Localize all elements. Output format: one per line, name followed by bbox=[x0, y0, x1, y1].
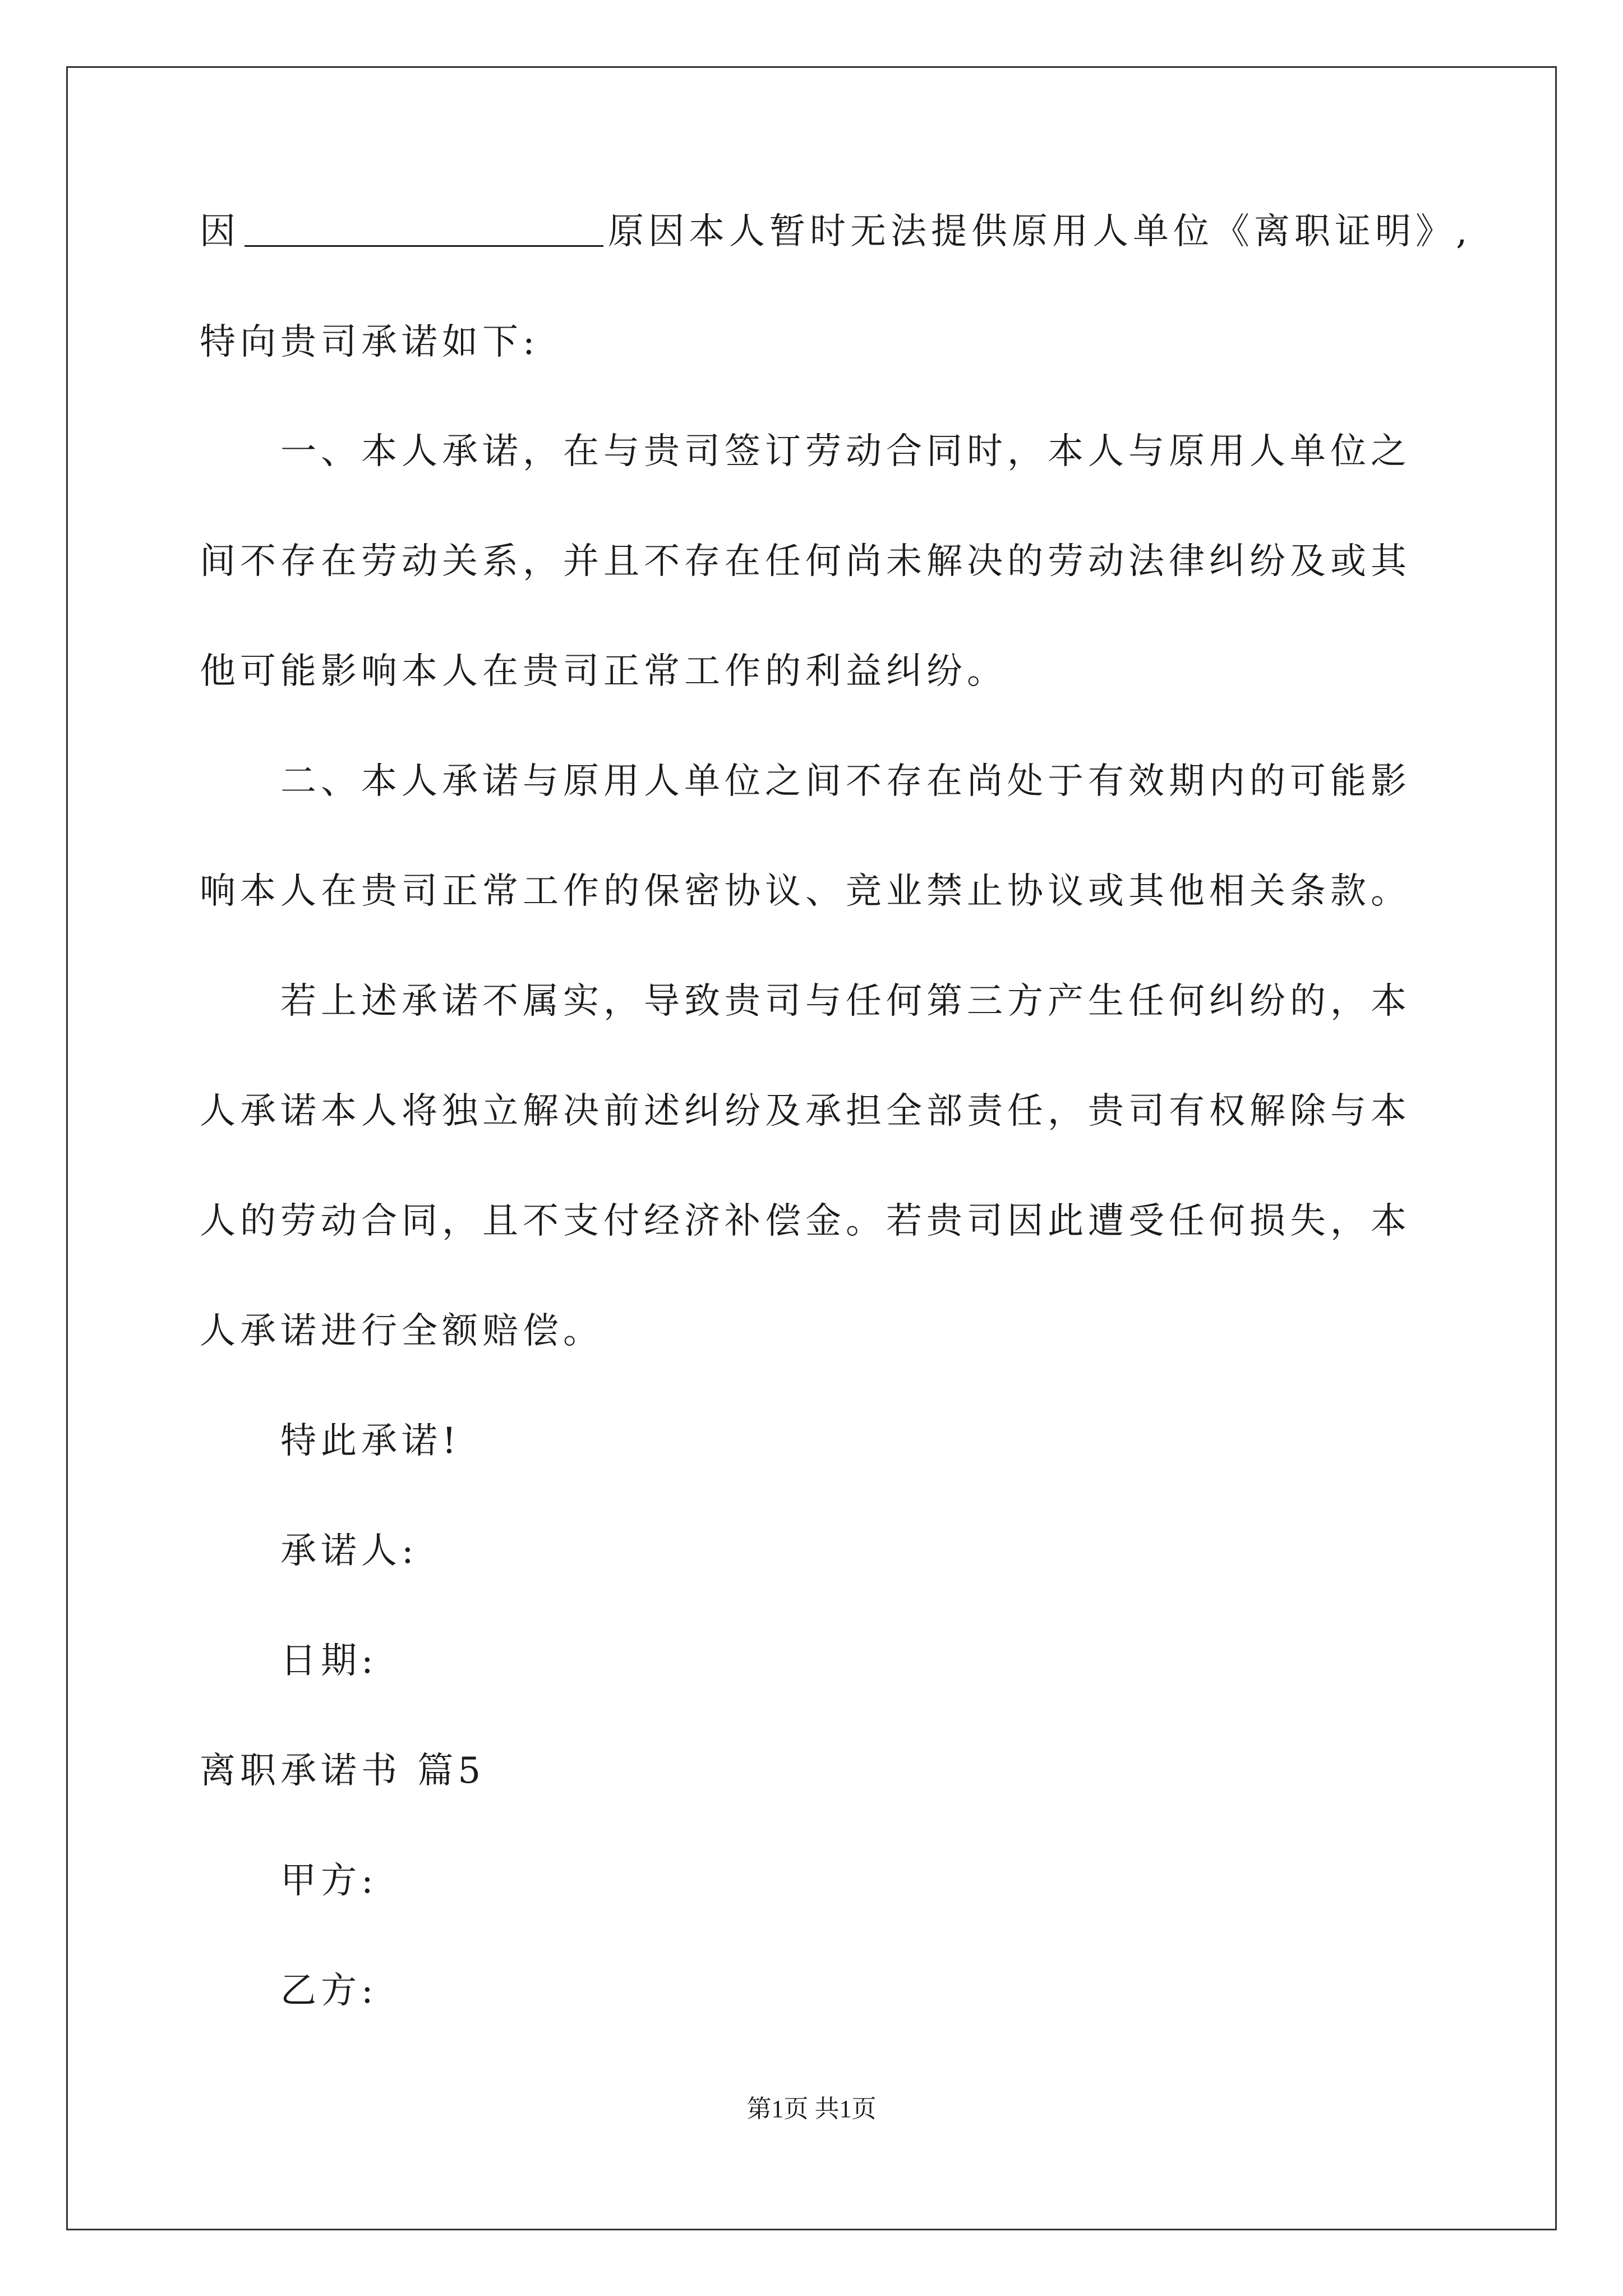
paragraph-2-line-2: 响本人在贵司正常工作的保密协议、竞业禁止协议或其他相关条款。 bbox=[200, 871, 1411, 912]
party-b-label: 乙方: bbox=[280, 1970, 378, 2012]
closing-statement: 特此承诺! bbox=[280, 1420, 461, 1462]
section-heading: 离职承诺书 篇5 bbox=[200, 1750, 486, 1792]
date-label: 日期: bbox=[280, 1640, 378, 1682]
text-fragment: 原因本人暂时无法提供原用人单位《离职证明》, bbox=[608, 211, 1472, 252]
paragraph-2-line-1: 二、本人承诺与原用人单位之间不存在尚处于有效期内的可能影 bbox=[280, 761, 1411, 802]
paragraph-3-line-1: 若上述承诺不属实，导致贵司与任何第三方产生任何纠纷的，本 bbox=[280, 981, 1411, 1022]
text-line-1 bbox=[200, 206, 1472, 257]
party-a-label: 甲方: bbox=[280, 1860, 378, 1902]
page-footer: 第1页 共1页 bbox=[746, 2095, 877, 2123]
paragraph-3-line-2: 人承诺本人将独立解决前述纠纷及承担全部责任，贵司有权解除与本 bbox=[200, 1091, 1411, 1132]
paragraph-1-line-1: 一、本人承诺，在与贵司签订劳动合同时，本人与原用人单位之 bbox=[280, 431, 1411, 472]
paragraph-3-line-3: 人的劳动合同，且不支付经济补偿金。若贵司因此遭受任何损失，本 bbox=[200, 1200, 1411, 1242]
fill-in-blank bbox=[245, 211, 603, 247]
promisor-label: 承诺人: bbox=[280, 1530, 418, 1572]
text-fragment: 因 bbox=[200, 211, 240, 252]
text-line-2: 特向贵司承诺如下: bbox=[200, 321, 540, 363]
paragraph-1-line-2: 间不存在劳动关系，并且不存在任何尚未解决的劳动法律纠纷及或其 bbox=[200, 541, 1411, 582]
paragraph-3-line-4: 人承诺进行全额赔偿。 bbox=[200, 1310, 603, 1352]
paragraph-1-line-3: 他可能影响本人在贵司正常工作的利益纠纷。 bbox=[200, 651, 1007, 692]
